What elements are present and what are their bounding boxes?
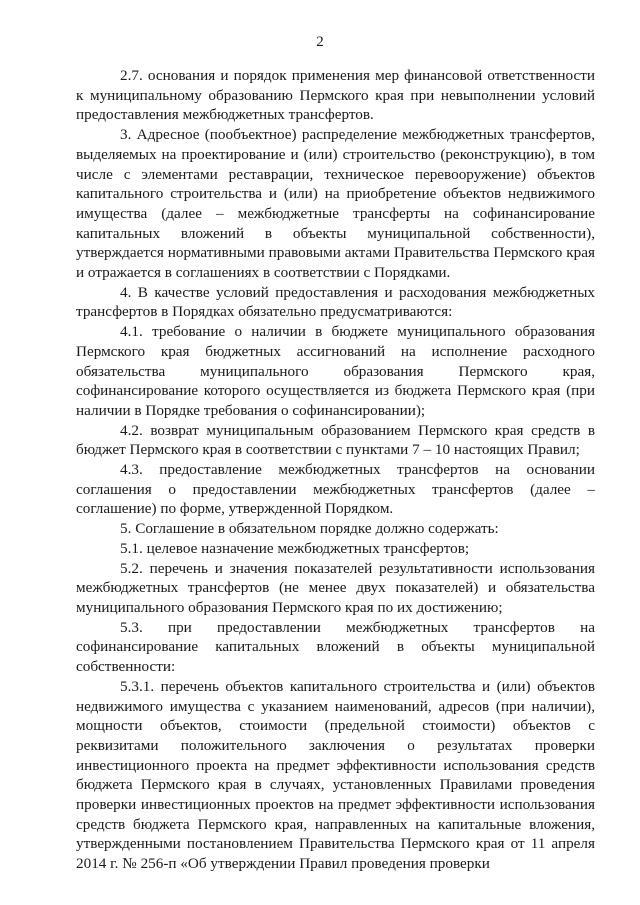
paragraph-4-3: 4.3. предоставление межбюджетных трансфертов на основании соглашения о предоставлении межбюджетных трансфертов (далее – соглашение) по форме, утвержденной Порядком. bbox=[76, 461, 595, 518]
paragraph-2-7: 2.7. основания и порядок применения мер финансовой ответственности к муниципальному образованию Пермского края при невыполнении условий предоставления межбюджетных трансфертов. bbox=[76, 67, 595, 124]
paragraph-4-2: 4.2. возврат муниципальным образованием Пермского края средств в бюджет Пермского края в соответствии с пунктами 7 – 10 настоящих Правил; bbox=[76, 421, 595, 459]
paragraph-4: 4. В качестве условий предоставления и расходования межбюджетных трансфертов в Порядках обязательно предусматриваются: bbox=[76, 283, 595, 321]
document-body bbox=[76, 66, 595, 874]
paragraph-3: 3. Адресное (пообъектное) распределение межбюджетных трансфертов, выделяемых на проектирование и (или) строительство (реконструкцию), в том числе с элементами реставрации, техническое перевооружение) объектов капитального строительства и (или) на приобретение объектов недвижимого имущества (далее – межбюджетные трансферты на софинансирование капитальных вложений в объекты муниципальной собственности), утверждается нормативными правовыми актами Правительства Пермского края и отражается в соглашениях в соответствии с Порядками. bbox=[76, 126, 595, 282]
paragraph-5-2: 5.2. перечень и значения показателей результативности использования межбюджетных трансфертов (не менее двух показателей) и обязательства муниципального образования Пермского края по их достижению; bbox=[76, 559, 595, 616]
paragraph-5: 5. Соглашение в обязательном порядке должно содержать: bbox=[120, 520, 499, 538]
paragraph-4-1: 4.1. требование о наличии в бюджете муниципального образования Пермского края бюджетных ассигнований на исполнение расходного обязательства муниципального образования Пермского края, софинансирование которого осуществляется из бюджета Пермского края (при наличии в Порядке требования о софинансировании); bbox=[76, 323, 595, 419]
page-number: 2 bbox=[316, 34, 324, 50]
paragraph-5-1: 5.1. целевое назначение межбюджетных трансфертов; bbox=[120, 539, 470, 557]
paragraph-5-3: 5.3. при предоставлении межбюджетных трансфертов на софинансирование капитальных вложений в объекты муниципальной собственности: bbox=[76, 618, 595, 676]
paragraph-5-3-1: 5.3.1. перечень объектов капитального строительства и (или) объектов недвижимого имущества с указанием наименований, адресов (при наличии), мощности объектов, стоимости (предельной стоимости) объектов с реквизитами положительного заключения о результатах проверки инвестиционного проекта на предмет эффективности использования средств бюджета Пермского края в случаях, установленных Правилами проведения проверки инвестиционных проектов на предмет эффективности использования средств бюджета Пермского края, направленных на капитальные вложения, утвержденными постановлением Правительства Пермского края от 11 апреля 2014 г. № 256-п «Об утверждении Правил проведения проверки bbox=[76, 677, 595, 873]
